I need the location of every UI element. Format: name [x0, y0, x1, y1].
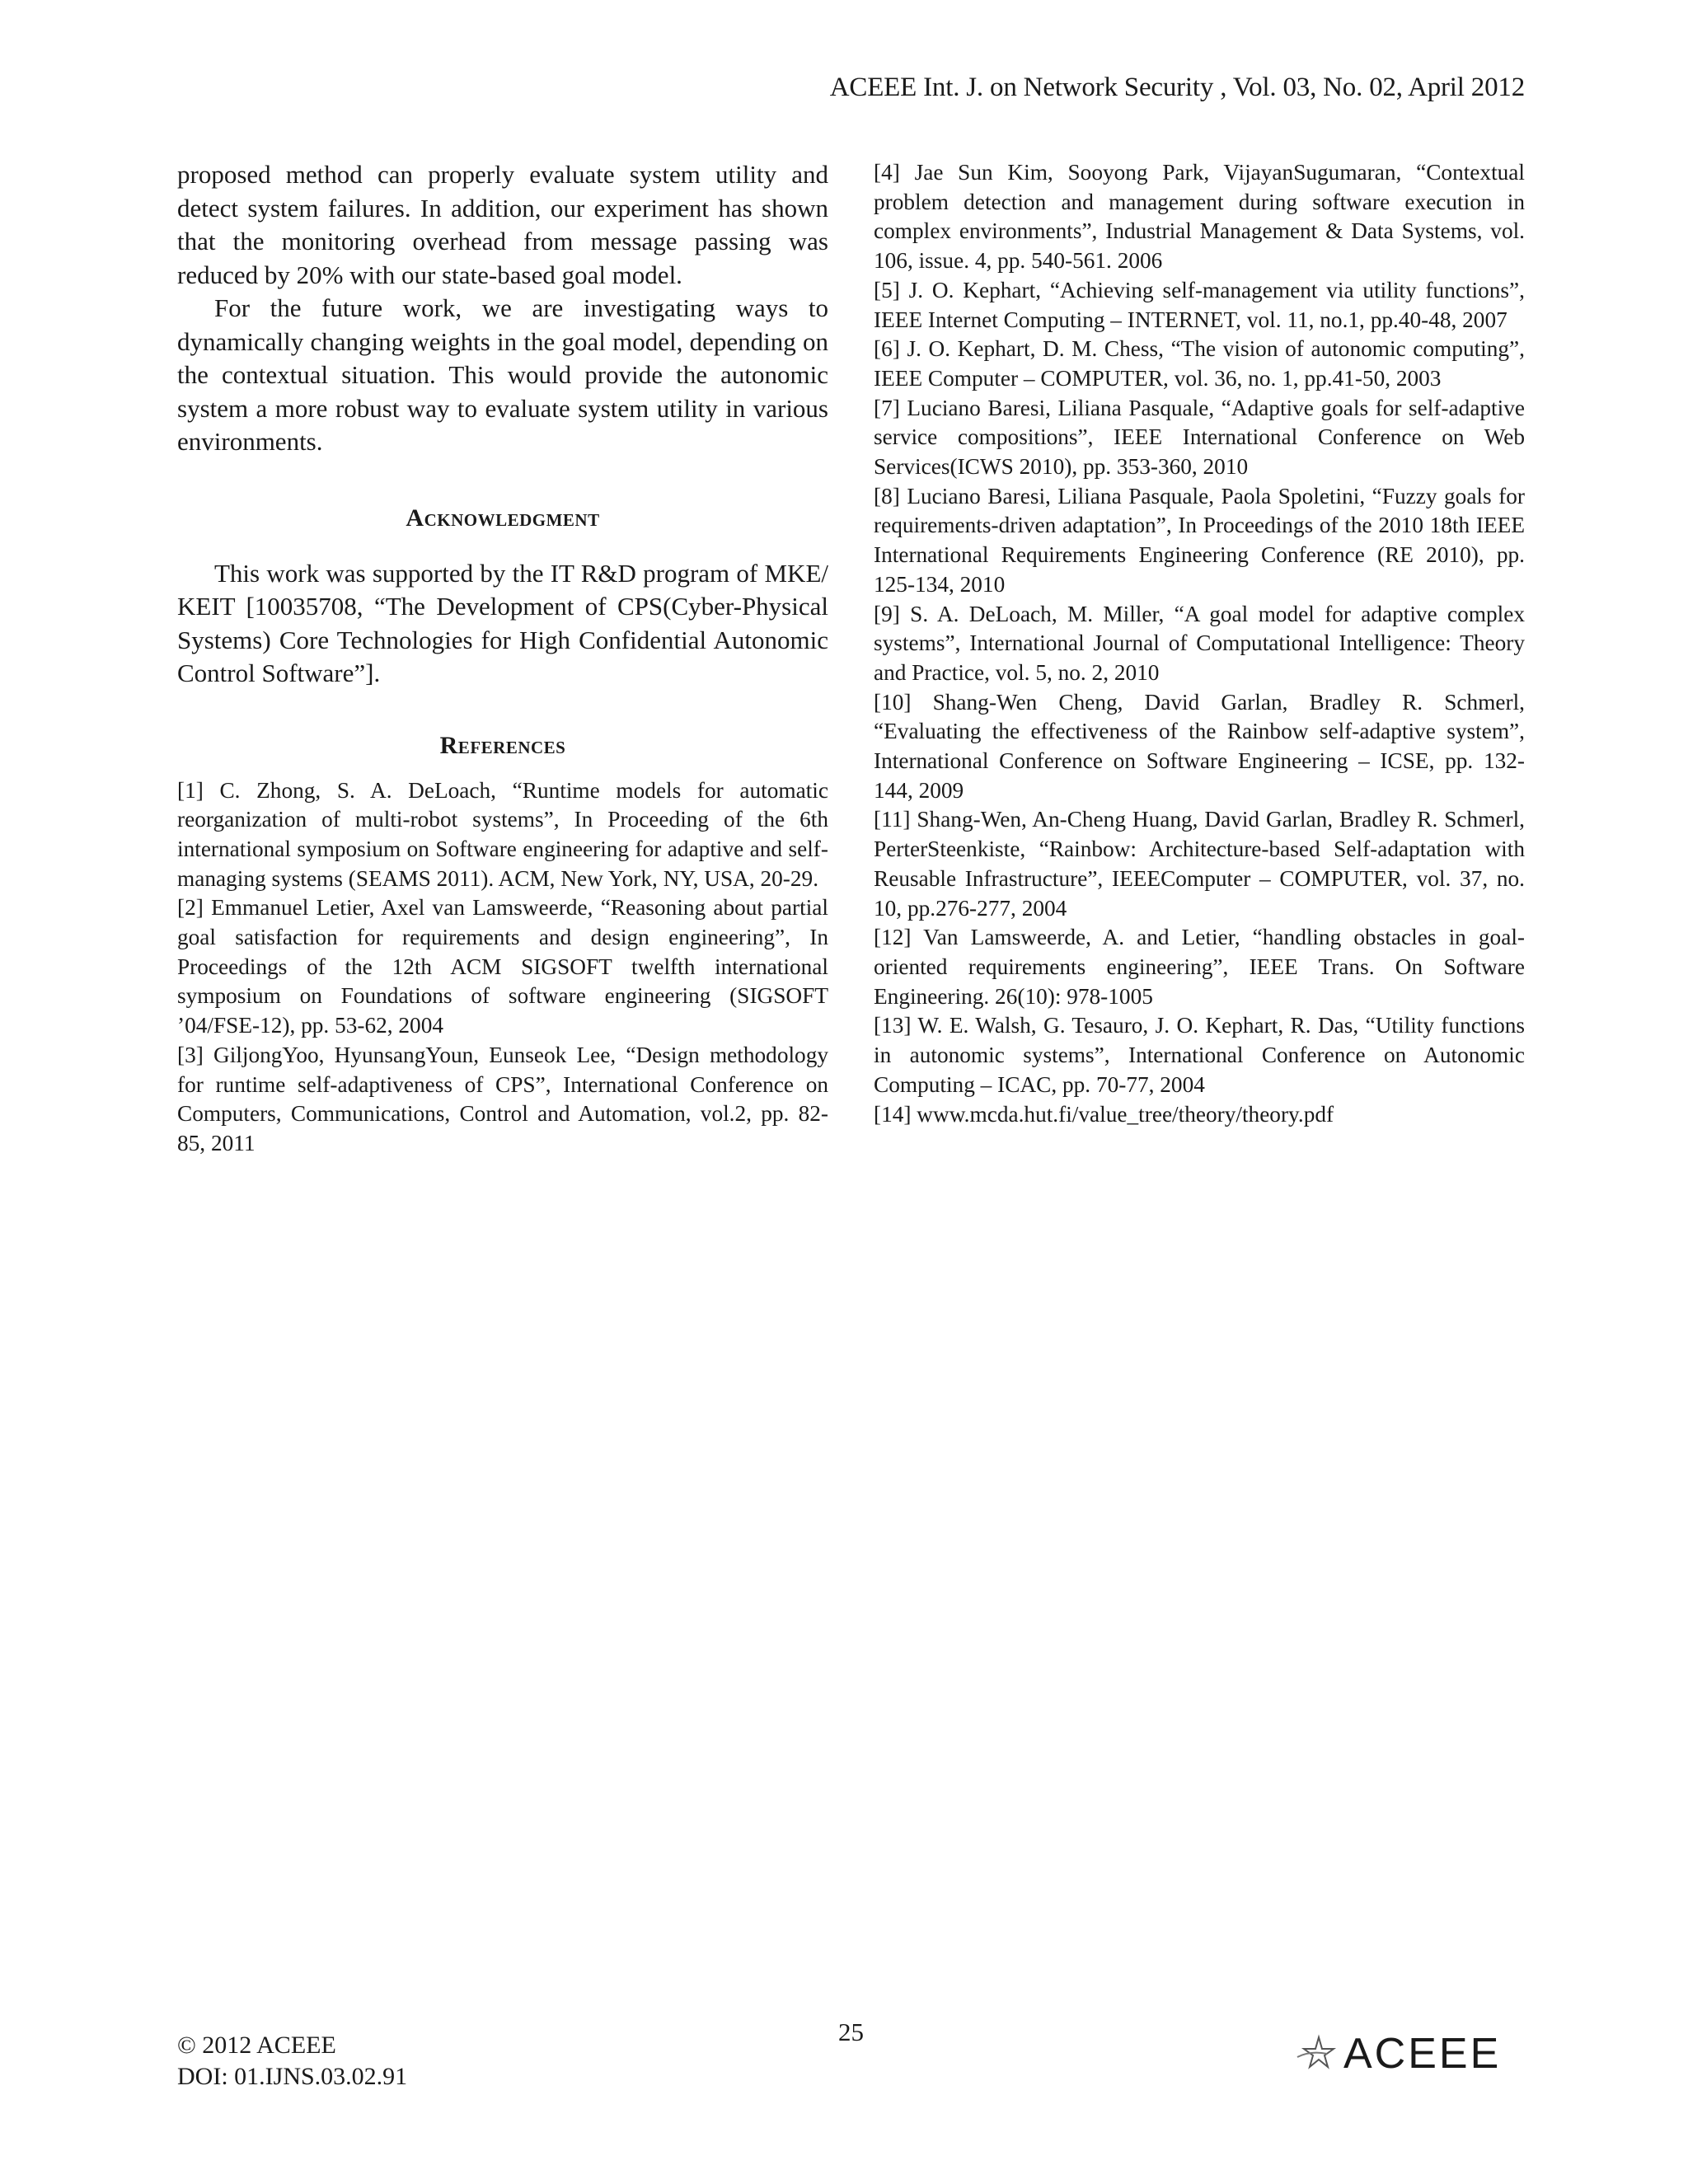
- reference-item: [8] Luciano Baresi, Liliana Pasquale, Paola Spoletini, “Fuzzy goals for requirements-driven adaptation”, In Proceedings of the 2010 18th IEEE International Requirements Engineering Conference (RE 2010), pp. 125-134, 2010: [874, 483, 1525, 597]
- page-number: 25: [838, 2018, 864, 2046]
- reference-item: [9] S. A. DeLoach, M. Miller, “A goal model for adaptive complex systems”, International Journal of Computational Intelligence: Theory and Practice, vol. 5, no. 2, 2010: [874, 601, 1525, 685]
- copyright: © 2012 ACEEE: [177, 2032, 336, 2059]
- footer-left: [177, 2030, 407, 2093]
- left-column: [177, 158, 828, 1159]
- acknowledgment-body: [177, 557, 828, 691]
- reference-item: [4] Jae Sun Kim, Sooyong Park, VijayanSugumaran, “Contextual problem detection and management during software execution in complex environments”, Industrial Management & Data Systems, vol. 106, issue. 4, pp. 540-561. 2006: [874, 160, 1525, 274]
- aceee-logo: [1294, 2029, 1501, 2079]
- reference-item: [6] J. O. Kephart, D. M. Chess, “The vision of autonomic computing”, IEEE Computer – COMPUTER, vol. 36, no. 1, pp.41-50, 2003: [874, 336, 1525, 391]
- reference-item: [12] Van Lamsweerde, A. and Letier, “handling obstacles in goal-oriented requirements engineering”, IEEE Trans. On Software Engineering. 26(10): 978-1005: [874, 925, 1525, 1009]
- acknowledgment-text: This work was supported by the IT R&D program of MKE/ KEIT [10035708, “The Development of CPS(Cyber-Physical Systems) Core Technologies for High Confidential Autonomic Control Software”].: [177, 558, 828, 687]
- reference-item: [13] W. E. Walsh, G. Tesauro, J. O. Kephart, R. Das, “Utility functions in autonomic systems”, International Conference on Autonomic Computing – ICAC, pp. 70-77, 2004: [874, 1013, 1525, 1097]
- references-heading: References: [439, 731, 566, 759]
- paragraph: proposed method can properly evaluate system utility and detect system failures. In addition, our experiment has shown that the monitoring overhead from message passing was reduced by 20% with our state-based goal model.: [177, 160, 828, 289]
- conclusion-text: [177, 158, 828, 459]
- paragraph: For the future work, we are investigating ways to dynamically changing weights in the goal model, depending on the contextual situation. This would provide the autonomic system a more robust way to evaluate system utility in various environments.: [177, 293, 828, 456]
- reference-item: [7] Luciano Baresi, Liliana Pasquale, “Adaptive goals for self-adaptive service compositions”, IEEE International Conference on Web Services(ICWS 2010), pp. 353-360, 2010: [874, 395, 1525, 480]
- right-column: [874, 158, 1525, 1129]
- reference-list-left: [177, 776, 828, 1159]
- acknowledgment-heading: Acknowledgment: [406, 504, 600, 532]
- reference-item: [11] Shang-Wen, An-Cheng Huang, David Garlan, Bradley R. Schmerl, PerterSteenkiste, “Rainbow: Architecture-based Self-adaptation with Reusable Infrastructure”, IEEEComputer – COMPUTER, vol. 37, no. 10, pp.276-277, 2004: [874, 807, 1525, 921]
- reference-item: [2] Emmanuel Letier, Axel van Lamsweerde, “Reasoning about partial goal satisfaction for requirements and design engineering”, In Proceedings of the 12th ACM SIGSOFT twelfth international symposium on Foundations of software engineering (SIGSOFT ’04/FSE-12), pp. 53-62, 2004: [177, 895, 828, 1038]
- reference-item: [10] Shang-Wen Cheng, David Garlan, Bradley R. Schmerl, “Evaluating the effectiveness of the Rainbow self-adaptive system”, International Conference on Software Engineering – ICSE, pp. 132-144, 2009: [874, 689, 1525, 803]
- reference-item: [5] J. O. Kephart, “Achieving self-management via utility functions”, IEEE Internet Computing – INTERNET, vol. 11, no.1, pp.40-48, 2007: [874, 277, 1525, 332]
- running-head: ACEEE Int. J. on Network Security , Vol. 03, No. 02, April 2012: [829, 73, 1525, 102]
- logo-text: ACEEE: [1343, 2030, 1502, 2078]
- reference-item: [3] GiljongYoo, HyunsangYoun, Eunseok Lee, “Design methodology for runtime self-adaptiveness of CPS”, International Conference on Computers, Communications, Control and Automation, vol.2, pp. 82-85, 2011: [177, 1042, 828, 1155]
- reference-list-right: [874, 158, 1525, 1129]
- reference-item: [1] C. Zhong, S. A. DeLoach, “Runtime models for automatic reorganization of multi-robot systems”, In Proceeding of the 6th international symposium on Software engineering for adaptive and self-managing systems (SEAMS 2011). ACM, New York, NY, USA, 20-29.: [177, 777, 828, 891]
- star-swirl-icon: [1294, 2032, 1340, 2076]
- reference-item: [14] www.mcda.hut.fi/value_tree/theory/theory.pdf: [874, 1101, 1334, 1127]
- doi: DOI: 01.IJNS.03.02.91: [177, 2063, 408, 2090]
